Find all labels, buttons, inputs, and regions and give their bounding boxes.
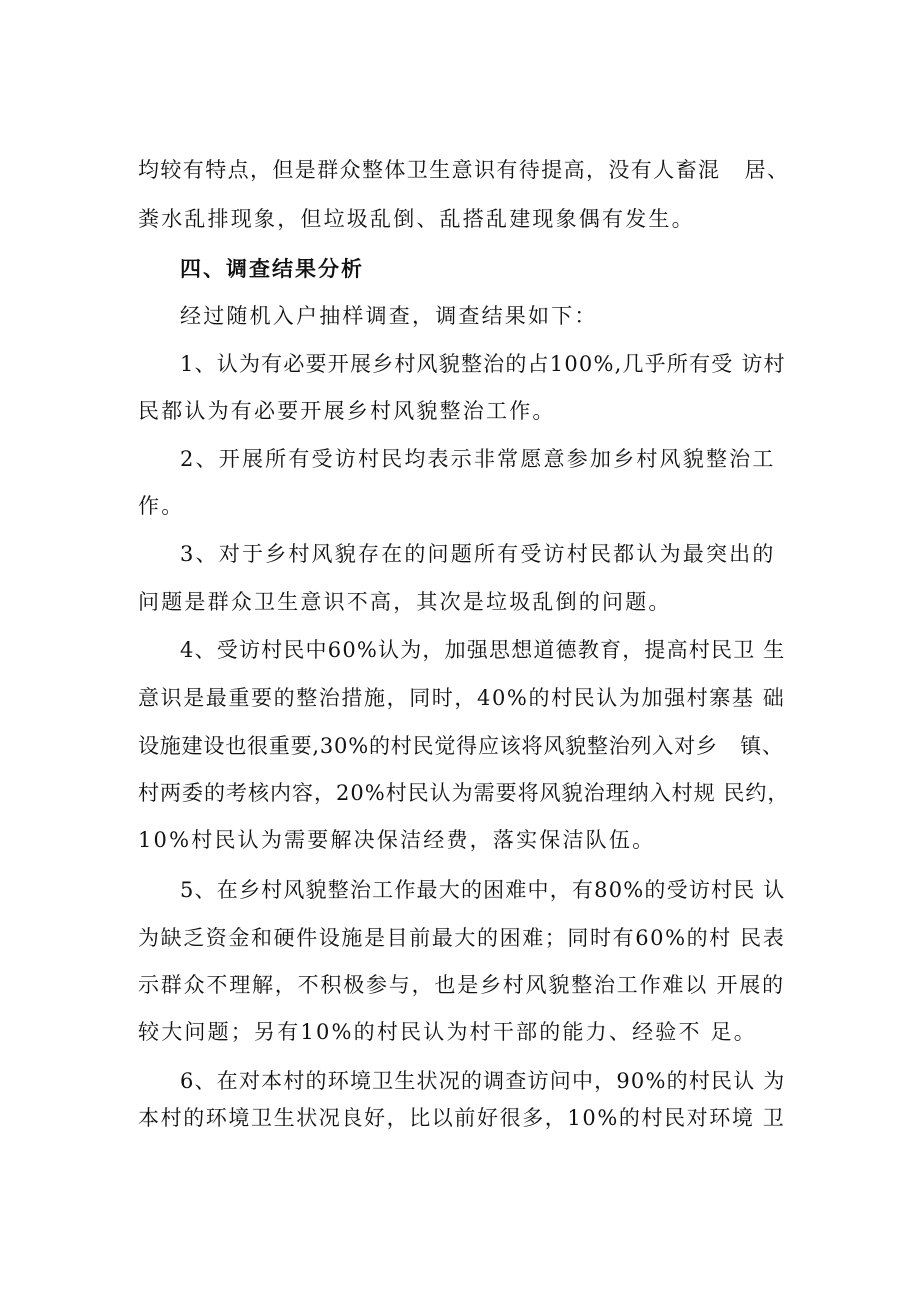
paragraph-line: 1、认为有必要开展乡村风貌整治的占100%,几乎所有受 访村 [180, 352, 786, 376]
paragraph-line: 较大问题；另有10%的村民认为村干部的能力、经验不 足。 [138, 1020, 757, 1044]
paragraph-line: 问题是群众卫生意识不高，其次是垃圾乱倒的问题。 [138, 590, 672, 614]
paragraph-line: 村两委的考核内容，20%村民认为需要将风貌治理纳入村规 民约， [138, 781, 790, 805]
paragraph-line: 设施建设也很重要,30%的村民觉得应该将风貌整治列入对乡 镇、 [138, 734, 784, 758]
paragraph-line: 民都认为有必要开展乡村风貌整治工作。 [138, 399, 556, 423]
paragraph-line: 4、受访村民中60%认为，加强思想道德教育，提高村民卫 生 [180, 638, 786, 662]
paragraph-line: 均较有特点，但是群众整体卫生意识有待提高，没有人畜混 居、 [138, 158, 790, 182]
paragraph-line: 意识是最重要的整治措施，同时，40%的村民认为加强村寨基 础 [138, 686, 786, 710]
paragraph-line: 粪水乱排现象，但垃圾乱倒、乱搭乱建现象偶有发生。 [138, 207, 695, 231]
paragraph-line: 作。 [138, 494, 185, 518]
paragraph-line: 3、对于乡村风貌存在的问题所有受访村民都认为最突出的 [180, 542, 776, 566]
paragraph-line: 2、开展所有受访村民均表示非常愿意参加乡村风貌整治工 [180, 447, 776, 471]
paragraph-line: 经过随机入户抽样调查，调查结果如下： [180, 304, 598, 328]
paragraph-line: 本村的环境卫生状况良好，比以前好很多，10%的村民对环境 卫 [138, 1106, 786, 1130]
paragraph-line: 示群众不理解，不积极参与，也是乡村风貌整治工作难以 开展的 [138, 973, 785, 997]
paragraph-line: 6、在对本村的环境卫生状况的调查访问中，90%的村民认 为 [180, 1069, 786, 1093]
paragraph-line: 10%村民认为需要解决保洁经费，落实保洁队伍。 [138, 828, 656, 852]
section-heading: 四、调查结果分析 [180, 257, 364, 281]
paragraph-line: 5、在乡村风貌整治工作最大的困难中，有80%的受访村民 认 [180, 878, 786, 902]
paragraph-line: 为缺乏资金和硬件设施是目前最大的困难；同时有60%的村 民表 [138, 926, 786, 950]
